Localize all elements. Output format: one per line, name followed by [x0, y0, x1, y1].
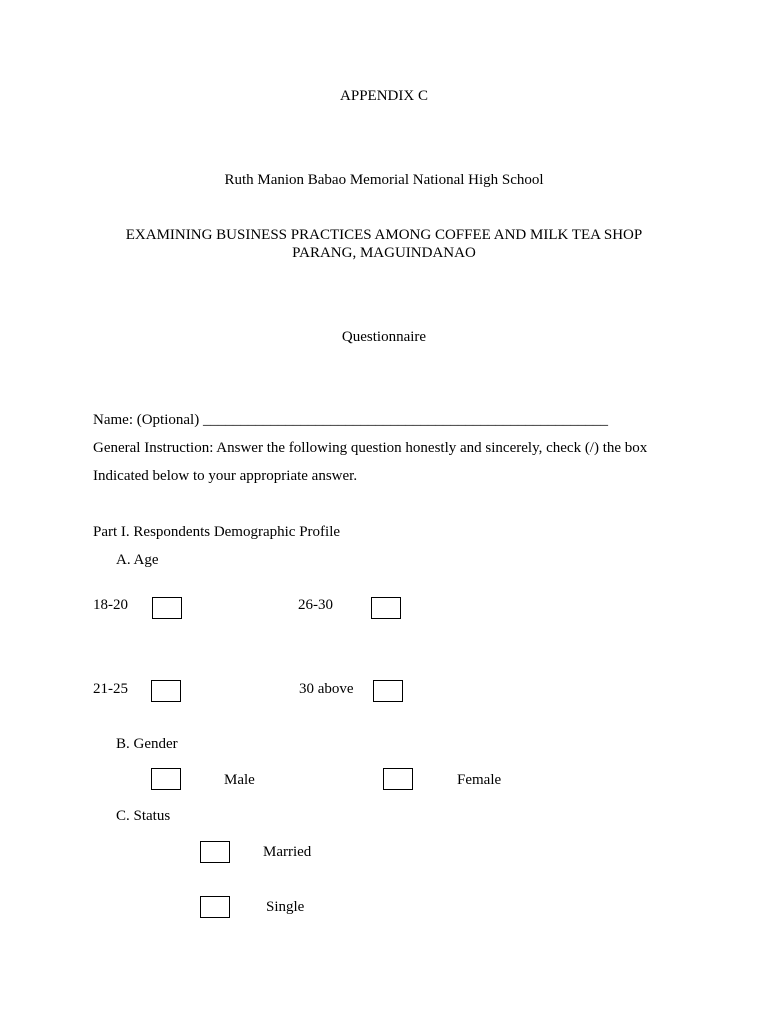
age-21-25-checkbox[interactable] [151, 680, 181, 702]
status-option-married: Married [263, 844, 312, 860]
age-label: A. Age [116, 552, 159, 568]
gender-male-checkbox[interactable] [151, 768, 181, 790]
age-18-20-checkbox[interactable] [152, 597, 182, 619]
questionnaire-heading: Questionnaire [341, 329, 427, 345]
age-26-30-checkbox[interactable] [371, 597, 401, 619]
age-option-21-25: 21-25 [93, 681, 128, 697]
gender-option-female: Female [457, 772, 502, 788]
instruction-line-2: Indicated below to your appropriate answer. [93, 468, 358, 484]
age-option-30-above: 30 above [299, 681, 354, 697]
part1-title: Part I. Respondents Demographic Profile [93, 524, 341, 540]
gender-option-male: Male [224, 772, 255, 788]
name-field: Name: (Optional) ______________________________________________________ [93, 412, 608, 428]
status-single-checkbox[interactable] [200, 896, 230, 918]
status-label: C. Status [116, 808, 171, 824]
status-option-single: Single [266, 899, 305, 915]
title-line-2: PARANG, MAGUINDANAO [292, 245, 476, 261]
gender-label: B. Gender [116, 736, 178, 752]
appendix-label: APPENDIX C [340, 88, 428, 104]
instruction-line-1: General Instruction: Answer the following question honestly and sincerely, check (/) the box [93, 440, 648, 456]
status-married-checkbox[interactable] [200, 841, 230, 863]
age-option-18-20: 18-20 [93, 597, 128, 613]
age-30-above-checkbox[interactable] [373, 680, 403, 702]
age-option-26-30: 26-30 [298, 597, 333, 613]
school-name: Ruth Manion Babao Memorial National High School [224, 172, 544, 188]
title-line-1: EXAMINING BUSINESS PRACTICES AMONG COFFEE AND MILK TEA SHOP [125, 227, 643, 243]
gender-female-checkbox[interactable] [383, 768, 413, 790]
